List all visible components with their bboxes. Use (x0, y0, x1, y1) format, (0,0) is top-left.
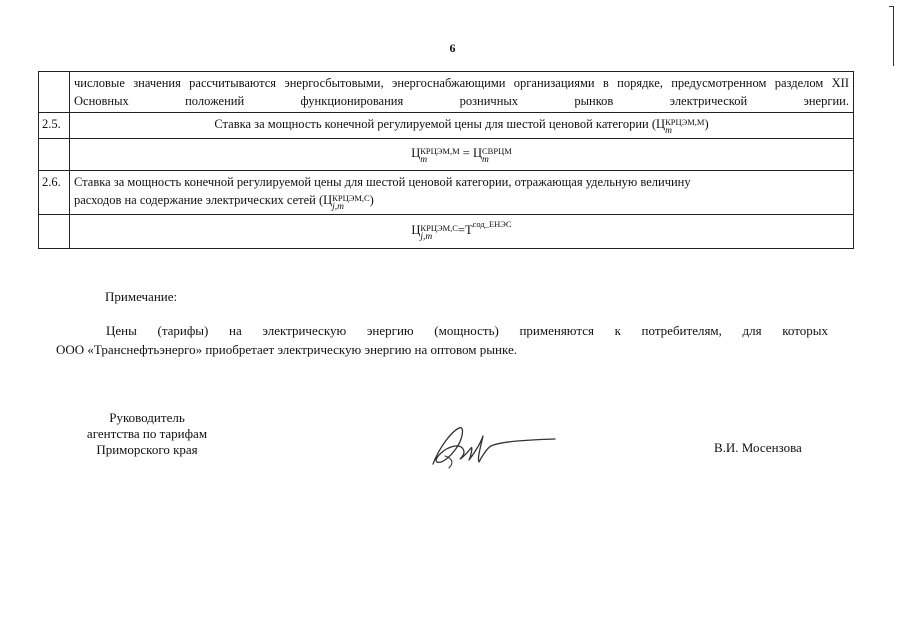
row-2-6-text-line2-wrap (74, 191, 849, 212)
note-line-2: ООО «Транснефтьэнерго» приобретает электрическую энергию на оптовом рынке. (56, 342, 517, 357)
formula-2-6 (70, 215, 854, 249)
note-line-1: Цены (тарифы) на электрическую энергию (мощность) применяются к потребителям, для которых (106, 323, 828, 338)
row-2-6-title (70, 171, 854, 215)
formula-2-6-lhs-sub: j,m (420, 232, 433, 242)
formula-2-6-lhs-sup: КРЦЭМ,С (420, 223, 458, 233)
formula-2-5-lhs-sup: КРЦЭМ,М (420, 146, 460, 156)
formula-2-5-rhs: Ц (472, 146, 482, 160)
signer-name: В.И. Мосензова (714, 440, 802, 455)
row-2-6-close: ) (369, 193, 374, 207)
formula-2-5-lhs: Ц (411, 146, 421, 160)
continuation-text-cell (70, 72, 854, 113)
signer-title-line-3: Приморского края (96, 442, 198, 457)
row-2-6-symbol-sub: j,m (332, 202, 345, 212)
row-number-2-6: 2.6. (39, 171, 70, 215)
row-2-6-text-line2: расходов на содержание электрических сетей (Ц (74, 193, 333, 207)
row-number-2-5: 2.5. (39, 113, 70, 139)
signer-title-line-2: агентства по тарифам (86, 426, 208, 441)
note-text (56, 321, 828, 359)
row-2-6-text-line1: Ставка за мощность конечной регулируемой цены для шестой ценовой категории, отражающая удельную величину (74, 175, 691, 189)
formula-2-6-lhs-indices (420, 224, 458, 242)
formula-2-5-rhs-sup: СВРЦМ (482, 146, 512, 156)
note-label: Примечание: (105, 289, 178, 304)
handwritten-signature (425, 418, 560, 478)
table-row-2-5 (39, 113, 854, 139)
formula-2-6-lhs: Ц (411, 223, 421, 237)
formula-2-5-lhs-indices (420, 147, 459, 165)
continuation-text: числовые значения рассчитываются энергосбытовыми, энергоснабжающими организациями в порядке, предусмотренном разделом XII Основных положений функционирования розничных рынков электрической энергии. (74, 76, 849, 108)
formula-table (38, 71, 854, 249)
row-2-5-symbol-indices (665, 118, 704, 136)
row-2-5-symbol-sub: m (665, 126, 672, 136)
row-2-5-title (70, 113, 854, 139)
row-2-5-text: Ставка за мощность конечной регулируемой цены для шестой ценовой категории (Ц (214, 117, 666, 131)
formula-2-5-rhs-sub: m (482, 155, 489, 165)
signer-title (62, 410, 232, 458)
table-row-2-6 (39, 171, 854, 215)
table-row-2-5-formula (39, 139, 854, 171)
row-2-6-symbol-indices (332, 194, 370, 212)
page-edge-mark (893, 6, 894, 66)
formula-2-5-op: = (462, 146, 470, 160)
formula-2-5-lhs-sub: m (420, 155, 428, 165)
row-2-5-close: ) (704, 117, 709, 131)
row-number-cell (39, 215, 70, 249)
formula-2-6-rhs: Т (464, 223, 473, 237)
formula-2-6-rhs-sup: сод_ЕНЭС (472, 219, 512, 229)
row-number-cell (39, 72, 70, 113)
row-2-5-symbol-sup: КРЦЭМ,М (665, 117, 705, 127)
formula-2-5 (70, 139, 854, 171)
signer-title-line-1: Руководитель (109, 410, 185, 425)
row-2-6-symbol-sup: КРЦЭМ,С (332, 193, 370, 203)
row-number-cell (39, 139, 70, 171)
table-row-2-6-formula (39, 215, 854, 249)
table-row-continuation (39, 72, 854, 113)
formula-2-5-rhs-indices (482, 147, 512, 165)
page-edge-tick (889, 6, 894, 7)
page-number: 6 (449, 41, 456, 55)
formula-2-6-op: = (457, 223, 465, 237)
